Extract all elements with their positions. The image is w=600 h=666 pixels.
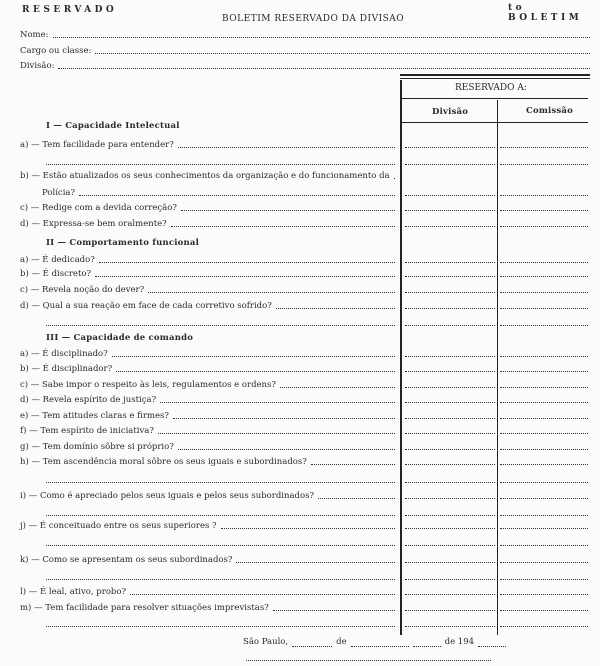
question-row <box>20 601 395 613</box>
question-text: b) — É discreto? <box>20 269 92 279</box>
answer-line[interactable] <box>160 402 395 403</box>
question-text: c) — Revela noção do dever? <box>20 285 145 295</box>
divisao-answer-cell[interactable] <box>405 578 495 580</box>
answer-line[interactable] <box>318 498 395 499</box>
field-input-line[interactable] <box>95 53 590 54</box>
divisao-answer-cell[interactable] <box>405 609 495 611</box>
question-row <box>20 169 395 181</box>
divisao-answer-cell[interactable] <box>405 401 495 403</box>
comissao-answer-cell[interactable] <box>500 291 588 293</box>
comissao-answer-cell[interactable] <box>500 432 588 434</box>
answer-line[interactable] <box>46 626 395 627</box>
question-text: b) — É disciplinador? <box>20 364 113 374</box>
answer-continuation-line <box>42 506 395 518</box>
divisao-answer-cell[interactable] <box>405 194 495 196</box>
comissao-answer-cell[interactable] <box>500 544 588 546</box>
date-de-label: de <box>336 637 347 647</box>
question-text: c) — Redige com a devida correção? <box>20 203 177 213</box>
question-text: d) — Expressa-se bem oralmente? <box>20 219 167 229</box>
divisao-answer-cell[interactable] <box>405 291 495 293</box>
answer-continuation-line <box>42 155 395 167</box>
answer-line[interactable] <box>46 164 395 165</box>
comissao-answer-cell[interactable] <box>500 463 588 465</box>
question-row <box>20 585 395 597</box>
question-text: a) — É dedicado? <box>20 255 95 265</box>
answer-line[interactable] <box>236 562 395 563</box>
answer-continuation-line <box>42 473 395 485</box>
question-text: l) — É leal, ativo, probo? <box>20 587 127 597</box>
answer-line[interactable] <box>171 226 395 227</box>
date-line <box>243 637 506 647</box>
answer-line[interactable] <box>173 418 395 419</box>
comissao-answer-cell[interactable] <box>500 514 588 516</box>
field-input-line[interactable] <box>58 68 590 69</box>
answer-line[interactable] <box>158 433 395 434</box>
answer-line[interactable] <box>273 610 395 611</box>
field-0[interactable] <box>20 28 590 40</box>
question-row <box>20 347 395 359</box>
question-text: k) — Como se apresentam os seus subordinados? <box>20 555 233 565</box>
question-text: a) — É disciplinado? <box>20 349 108 359</box>
question-row <box>20 362 395 374</box>
divisao-answer-cell[interactable] <box>405 593 495 595</box>
comissao-answer-cell[interactable] <box>500 527 588 529</box>
divisao-answer-cell[interactable] <box>405 163 495 165</box>
question-text: m) — Tem facilidade para resolver situações imprevistas? <box>20 603 269 613</box>
section-title: II — Comportamento funcional <box>46 238 200 248</box>
question-text: j) — É conceituado entre os seus superiores ? <box>20 521 217 531</box>
comissao-answer-cell[interactable] <box>500 481 588 483</box>
divisao-answer-cell[interactable] <box>405 386 495 388</box>
place-label: São Paulo, <box>243 637 289 647</box>
question-text: b) — Estão atualizados os seus conhecimentos da organização e do funcionamento da <box>20 171 390 181</box>
boletim-stamp: to BOLETIM <box>508 3 583 23</box>
answer-line[interactable] <box>221 528 395 529</box>
question-row <box>20 393 395 405</box>
answer-line[interactable] <box>46 515 395 516</box>
page-title: BOLETIM RESERVADO DA DIVISAO <box>222 14 405 24</box>
divisao-answer-cell[interactable] <box>405 370 495 372</box>
answer-line[interactable] <box>46 325 395 326</box>
question-row <box>20 299 395 311</box>
column-header-divisao: Divisão <box>432 107 469 117</box>
comissao-answer-cell[interactable] <box>500 448 588 450</box>
answer-line[interactable] <box>130 594 395 595</box>
comissao-answer-cell[interactable] <box>500 386 588 388</box>
question-row <box>20 519 395 531</box>
answer-line[interactable] <box>148 292 395 293</box>
comissao-answer-cell[interactable] <box>500 324 588 326</box>
answer-line[interactable] <box>116 371 395 372</box>
column-header-comissao: Comissão <box>526 106 574 116</box>
divisao-answer-cell[interactable] <box>405 307 495 309</box>
divisao-answer-cell[interactable] <box>405 432 495 434</box>
question-row <box>20 283 395 295</box>
comissao-answer-cell[interactable] <box>500 401 588 403</box>
question-text: i) — Como é apreciado pelos seus iguais e pelos seus subordinados? <box>20 491 315 501</box>
question-row <box>20 267 395 279</box>
field-1[interactable] <box>20 44 590 56</box>
comissao-answer-cell[interactable] <box>500 609 588 611</box>
comissao-answer-cell[interactable] <box>500 355 588 357</box>
answer-line[interactable] <box>95 276 395 277</box>
reserved-box-title: RESERVADO A: <box>455 83 527 93</box>
question-text: h) — Tem ascendência moral sôbre os seus iguais e subordinados? <box>20 457 307 467</box>
question-text: f) — Tem espírito de iniciativa? <box>20 426 154 436</box>
divisao-answer-cell[interactable] <box>405 527 495 529</box>
divisao-answer-cell[interactable] <box>405 497 495 499</box>
comissao-answer-cell[interactable] <box>500 578 588 580</box>
field-2[interactable] <box>20 59 590 71</box>
answer-continuation-line <box>42 536 395 548</box>
comissao-answer-cell[interactable] <box>500 417 588 419</box>
answer-line[interactable] <box>311 464 395 465</box>
comissao-answer-cell[interactable] <box>500 370 588 372</box>
column-divider <box>497 100 498 635</box>
date-year-label: de 194 <box>444 637 475 647</box>
question-text: Polícia? <box>42 188 76 198</box>
divisao-answer-cell[interactable] <box>405 209 495 211</box>
column-divider <box>400 80 402 635</box>
question-text: g) — Tem domínio sôbre si próprio? <box>20 442 174 452</box>
answer-continuation-line <box>42 316 395 328</box>
answer-line[interactable] <box>280 387 395 388</box>
divisao-answer-cell[interactable] <box>405 448 495 450</box>
answer-line[interactable] <box>46 545 395 546</box>
divisao-answer-cell[interactable] <box>405 355 495 357</box>
answer-line[interactable] <box>394 178 395 179</box>
question-row <box>20 553 395 565</box>
answer-line[interactable] <box>276 308 395 309</box>
answer-line[interactable] <box>46 579 395 580</box>
question-row <box>20 440 395 452</box>
comissao-answer-cell[interactable] <box>500 163 588 165</box>
comissao-answer-cell[interactable] <box>500 209 588 211</box>
question-row <box>20 489 395 501</box>
question-row <box>20 138 395 150</box>
comissao-answer-cell[interactable] <box>500 146 588 148</box>
question-row <box>20 253 395 265</box>
comissao-answer-cell[interactable] <box>500 593 588 595</box>
question-row <box>20 424 395 436</box>
comissao-answer-cell[interactable] <box>500 497 588 499</box>
signature-line[interactable] <box>246 659 491 661</box>
question-text: a) — Tem facilidade para entender? <box>20 140 174 150</box>
divisao-answer-cell[interactable] <box>405 275 495 277</box>
comissao-answer-cell[interactable] <box>500 225 588 227</box>
field-input-line[interactable] <box>53 37 590 38</box>
answer-line[interactable] <box>178 449 395 450</box>
field-label: Cargo ou classe: <box>20 46 92 56</box>
answer-continuation-line <box>42 617 395 629</box>
answer-line[interactable] <box>46 482 395 483</box>
divisao-answer-cell[interactable] <box>405 324 495 326</box>
answer-continuation-line <box>42 570 395 582</box>
question-row <box>42 186 395 198</box>
divisao-answer-cell[interactable] <box>405 146 495 148</box>
reservado-stamp: RESERVADO <box>22 5 118 15</box>
question-row <box>20 409 395 421</box>
comissao-answer-cell[interactable] <box>500 561 588 563</box>
answer-line[interactable] <box>178 147 395 148</box>
question-text: c) — Sabe impor o respeito às leis, regulamentos e ordens? <box>20 380 276 390</box>
divisao-answer-cell[interactable] <box>405 561 495 563</box>
comissao-answer-cell[interactable] <box>500 194 588 196</box>
answer-line[interactable] <box>112 356 395 357</box>
comissao-answer-cell[interactable] <box>500 261 588 263</box>
field-label: Nome: <box>20 30 49 40</box>
comissao-answer-cell[interactable] <box>500 275 588 277</box>
field-label: Divisão: <box>20 61 55 71</box>
comissao-answer-cell[interactable] <box>500 307 588 309</box>
question-row <box>20 455 395 467</box>
question-text: d) — Qual a sua reação em face de cada corretivo sofrido? <box>20 301 272 311</box>
question-row <box>20 217 395 229</box>
answer-line[interactable] <box>79 195 395 196</box>
answer-line[interactable] <box>99 262 395 263</box>
section-title: I — Capacidade Intelectual <box>46 121 180 131</box>
divisao-answer-cell[interactable] <box>405 481 495 483</box>
divisao-answer-cell[interactable] <box>405 261 495 263</box>
comissao-answer-cell[interactable] <box>500 625 588 627</box>
divisao-answer-cell[interactable] <box>405 225 495 227</box>
divisao-answer-cell[interactable] <box>405 514 495 516</box>
divisao-answer-cell[interactable] <box>405 463 495 465</box>
answer-line[interactable] <box>181 210 395 211</box>
divisao-answer-cell[interactable] <box>405 417 495 419</box>
question-text: e) — Tem atitudes claras e firmes? <box>20 411 169 421</box>
divisao-answer-cell[interactable] <box>405 544 495 546</box>
question-row <box>20 378 395 390</box>
section-title: III — Capacidade de comando <box>46 333 194 343</box>
divisao-answer-cell[interactable] <box>405 625 495 627</box>
question-text: d) — Revela espírito de justiça? <box>20 395 157 405</box>
question-row <box>20 201 395 213</box>
